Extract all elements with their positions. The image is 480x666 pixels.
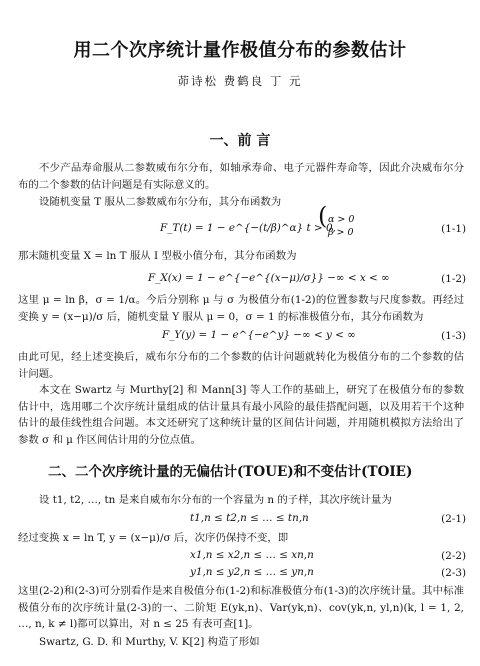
paper-title: 用二个次序统计量作极值分布的参数估计 [73, 40, 407, 61]
paper-authors: 茆诗松 费鹤良 丁 元 [177, 74, 303, 88]
section-1-paragraph-4: 这里 μ = ln β，σ = 1/α。今后分别称 μ 与 σ 为极值分布(1-2)的位置参数与尺度参数。再经过变换 y = (x−μ)/σ 后，随机变量 Y 服从 μ = 0，σ = 1 的标准极值分布，其分布函数为 [18, 294, 464, 323]
section-1-paragraph-5: 由此可见，经上述变换后，威布尔分布的二个参数的估计问题就转化为极值分布的二个参数的估计问题。 [18, 351, 464, 380]
section-1-paragraph-6: 本文在 Swartz 与 Murthy[2] 和 Mann[3] 等人工作的基础上，研究了在极值分布的参数估计中，选用哪二个次序统计量组成的估计量具有最小风险的最佳搭配问题，以及用若干个这种估计的最佳线性组合问题。本文还研究了这种统计量的区间估计问题，并用随机模拟方法给出了参数 σ 和 μ 作区间估计用的分位点值。 [18, 384, 464, 446]
section-2-paragraph-1: 设 t1, t2, …, tn 是来自威布尔分布的一个容量为 n 的子样，其次序统计量为 [39, 494, 392, 506]
equation-1-3: F_Y(y) = 1 − e^{−e^y} −∞ < y < ∞ [162, 329, 356, 341]
equation-2-2: x1,n ≤ x2,n ≤ … ≤ xn,n [190, 549, 314, 561]
paper-page: 用二个次序统计量作极值分布的参数估计 茆诗松 费鹤良 丁 元 一、前 言 不少产品寿命服从二参数威布尔分布，如轴承寿命、电子元器件寿命等，因此介决威布尔分布的二个参数的估计问题是有实际意义的。 设随机变量 T 服从二参数威布尔分布，其分布函数为 F_T(t) = 1 − e^{−(t/β)^α} t > 0, ( α > 0 β > 0 (1-1) 那末随机变量 X = ln T 服从 I 型极小值分布，其分布函数为 F_X(x) = 1 − e^{−e^{(x−μ)/σ}} −∞ < x < ∞ (1-2) 这里 μ = ln β，σ = 1/α。今后分别称 μ 与 σ 为极值分布(1-2)的位置参数与尺度参数。再经过变换 y = (x−μ)/σ 后，随机变量 Y 服从 μ = 0，σ = 1 的标准极值分布，其分布函数为 F_Y(y) = 1 − e^{−e^y} −∞ < y < ∞ (1-3) 由此可见，经上述变换后，威布尔分布的二个参数的估计问题就转化为极值分布的二个参数的估计问题。 本文在 Swartz 与 Murthy[2] 和 Mann[3] 等人工作的基础上，研究了在极值分布的参数估计中，选用哪二个次序统计量组成的估计量具有最小风险的最佳搭配问题，以及用若干个这种估计的最佳线性组合问题。本文还研究了这种统计量的区间估计问题，并用随机模拟方法给出了参数 σ 和 μ 作区间估计用的分位点值。 二、二个次序统计量的无偏估计(TOUE)和不变估计(TOIE) 设 t1, t2, …, tn 是来自威布尔分布的一个容量为 n 的子样，其次序统计量为 t1,n ≤ t2,n ≤ … ≤ tn,n (2-1) 经过变换 x = ln T, y = (x−μ)/σ 后，次序仍保持不变，即 x1,n ≤ x2,n ≤ … ≤ xn,n (2-2) y1,n ≤ y2,n ≤ … ≤ yn,n (2-3) 这里(2-2)和(2-3)可分别看作是来自极值分布(1-2)和标准极值分布(1-3)的次序统计量。其中标准极值分布的次序统计量(2-3)的一、二阶矩 E(yk,n)、Var(yk,n)、cov(yk,n, yl,n)(k, l = 1, 2, …, n, k ≠ l)都可以算出，对 n ≤ 25 有表可查[1]。 Swartz, G. D. 和 Murthy, V. K[2] 构造了形如 [0, 0, 480, 666]
equation-1-1-number: (1-1) [441, 223, 466, 235]
equation-1-2-number: (1-2) [441, 273, 466, 285]
equation-2-3: y1,n ≤ y2,n ≤ … ≤ yn,n [190, 566, 314, 578]
equation-1-1-condition-alpha: α > 0 [328, 214, 355, 225]
equation-2-1-number: (2-1) [441, 513, 466, 525]
equation-2-2-number: (2-2) [441, 550, 466, 562]
equation-2-3-number: (2-3) [441, 567, 466, 579]
equation-2-1: t1,n ≤ t2,n ≤ … ≤ tn,n [190, 512, 309, 524]
section-1-paragraph-1: 不少产品寿命服从二参数威布尔分布，如轴承寿命、电子元器件寿命等，因此介决威布尔分布的二个参数的估计问题是有实际意义的。 [18, 162, 464, 191]
equation-1-1-condition-beta: β > 0 [328, 227, 354, 238]
section-1-paragraph-2: 设随机变量 T 服从二参数威布尔分布，其分布函数为 [39, 196, 282, 208]
section-2-paragraph-3: 这里(2-2)和(2-3)可分别看作是来自极值分布(1-2)和标准极值分布(1-3)的次序统计量。其中标准极值分布的次序统计量(2-3)的一、二阶矩 E(yk,n)、Var(yk,n)、cov(yk,n, yl,n)(k, l = 1, 2, …, n, k ≠ l)都可以算出，对 n ≤ 25 有表可查[1]。 [18, 585, 464, 630]
equation-1-1: F_T(t) = 1 − e^{−(t/β)^α} t > 0, [160, 222, 336, 234]
section-2-heading: 二、二个次序统计量的无偏估计(TOUE)和不变估计(TOIE) [48, 464, 413, 480]
section-2-paragraph-4: Swartz, G. D. 和 Murthy, V. K[2] 构造了形如 [39, 636, 260, 648]
section-2-paragraph-2: 经过变换 x = ln T, y = (x−μ)/σ 后，次序仍保持不变，即 [18, 532, 289, 544]
section-1-paragraph-3: 那末随机变量 X = ln T 服从 I 型极小值分布，其分布函数为 [18, 250, 297, 262]
section-1-heading: 一、前 言 [209, 133, 271, 149]
equation-1-3-number: (1-3) [441, 330, 466, 342]
equation-1-2: F_X(x) = 1 − e^{−e^{(x−μ)/σ}} −∞ < x < ∞ [148, 272, 390, 284]
